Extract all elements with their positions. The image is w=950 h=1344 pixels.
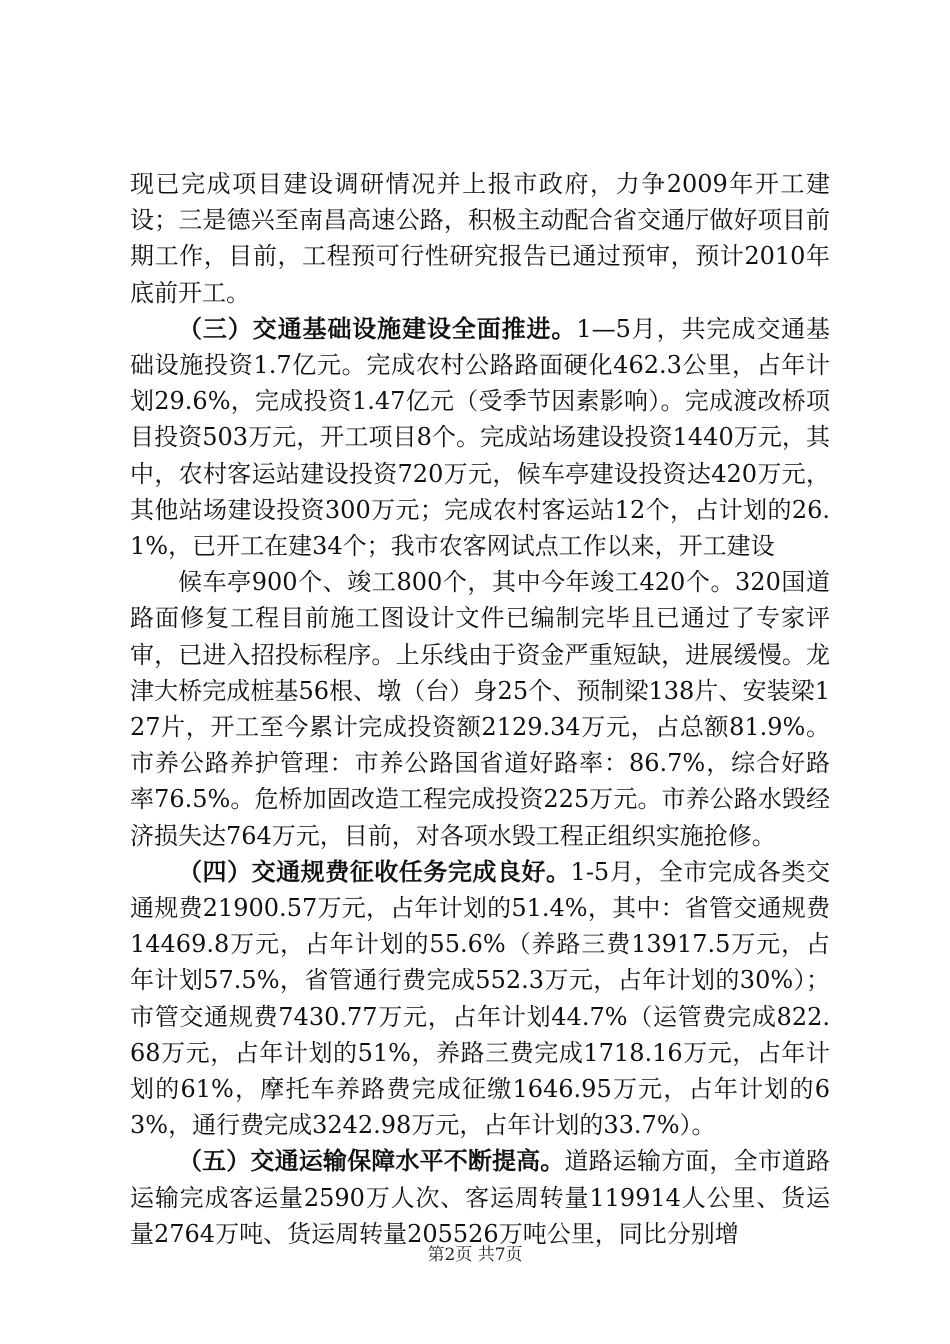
section-heading-5: （五）交通运输保障水平不断提高。 <box>178 1146 565 1176</box>
paragraph-2 <box>130 311 830 564</box>
paragraph-3-text: 候车亭900个、竣工800个，其中今年竣工420个。320国道路面修复工程目前施工图设计文件已编制完毕且已通过了专家评审，已进入招投标程序。上乐线由于资金严重短缺，进展缓慢。龙津大桥完成桩基56根、墩（台）身25个、预制梁138片、安装梁127片，开工至今累计完成投资额2129.34万元，占总额81.9%。市养公路养护管理：市养公路国省道好路率：86.7%，综合好路率76.5%。危桥加固改造工程完成投资225万元。市养公路水毁经济损失达764万元，目前，对各项水毁工程正组织实施抢修。 <box>130 568 830 850</box>
page-footer <box>0 1240 950 1265</box>
paragraph-4 <box>130 854 830 1144</box>
section-heading-4: （四）交通规费征收任务完成良好。 <box>178 856 571 886</box>
paragraph-4-text: 1-5月，全市完成各类交通规费21900.57万元，占年计划的51.4%，其中：省管交通规费14469.8万元，占年计划的55.6%（养路三费13917.5万元，占年计划57.5%，省管通行费完成552.3万元，占年计划的30%）；市管交通规费7430.77万元，占年计划44.7%（运管费完成822.68万元，占年计划的51%，养路三费完成1718.16万元，占年计划的61%，摩托车养路费完成征缴1646.95万元，占年计划的63%，通行费完成3242.98万元，占年计划的33.7%）。 <box>130 857 830 1140</box>
section-heading-3: （三）交通基础设施建设全面推进。 <box>178 313 577 343</box>
paragraph-5-text: 道路运输方面，全市道路运输完成客运量2590万人次、客运周转量119914人公里、货运量2764万吨、货运周转量205526万吨公里，同比分别增 <box>130 1147 831 1248</box>
paragraph-5 <box>130 1143 830 1252</box>
paragraph-3 <box>130 564 830 854</box>
paragraph-1-text: 现已完成项目建设调研情况并上报市政府，力争2009年开工建设；三是德兴至南昌高速公路，积极主动配合省交通厅做好项目前期工作，目前，工程预可行性研究报告已通过预审，预计2010年底前开工。 <box>130 170 830 307</box>
paragraph-2-text: 1—5月，共完成交通基础设施投资1.7亿元。完成农村公路路面硬化462.3公里，占年计划29.6%，完成投资1.47亿元（受季节因素影响）。完成渡改桥项目投资503万元，开工项目8个。完成站场建设投资1440万元，其中，农村客运站建设投资720万元，候车亭建设投资达420万元，其他站场建设投资300万元；完成农村客运站12个，占计划的26.1%，已开工在建34个；我市农客网试点工作以来，开工建设 <box>130 314 831 561</box>
page-number: 第2页 共7页 <box>427 1245 523 1265</box>
paragraph-1 <box>130 166 830 311</box>
document-body <box>130 166 830 1252</box>
